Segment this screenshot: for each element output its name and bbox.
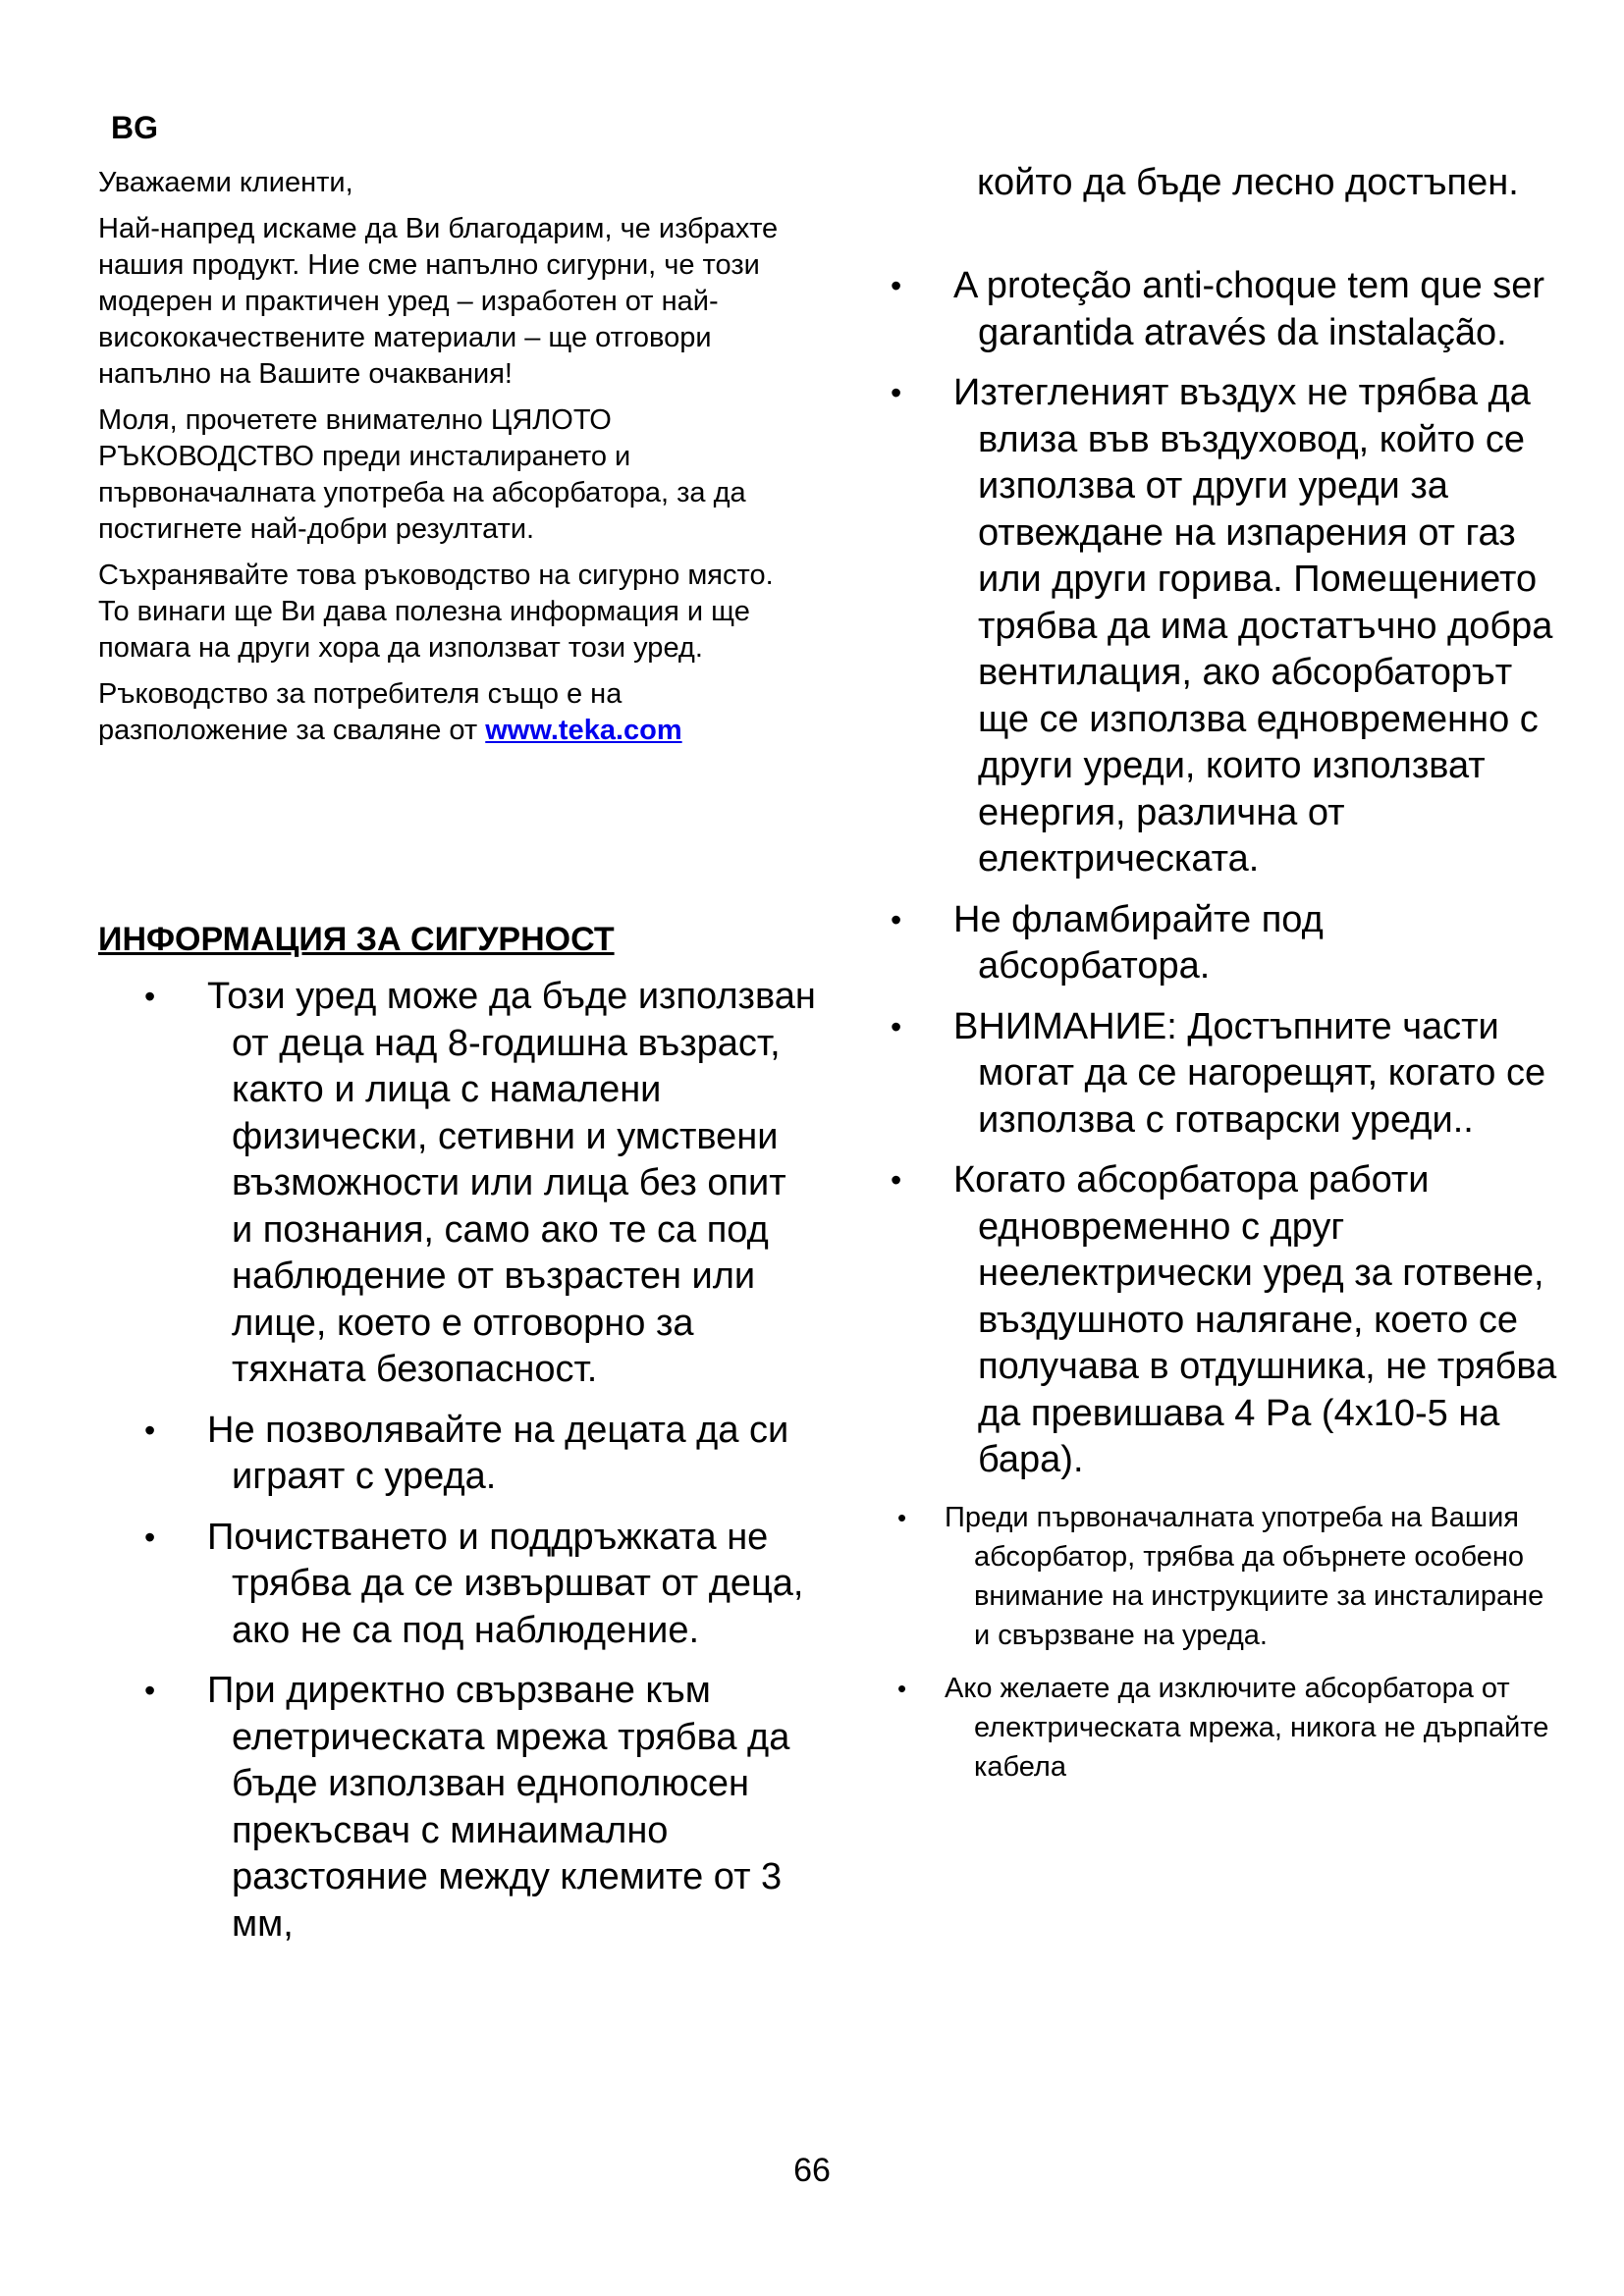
- list-item: • Преди първоначалната употреба на Вашия абсорбатор, трябва да обърнете особено внимание на инструкциите за инсталиране и свързване на уреда.: [915, 1498, 1563, 1655]
- intro-paragraph-4: [98, 676, 805, 749]
- large-bullets: [915, 263, 1563, 1484]
- list-item: • ВНИМАНИЕ: Достъпните части могат да се нагорещят, когато се използва с готварски уреди..: [915, 1004, 1563, 1145]
- list-item: • При директно свързване към елетрическата мрежа трябва да бъде използван еднополюсен прекъсвач с минаимално разстояние между клемите от 3 мм,: [169, 1668, 817, 1948]
- list-item: • Почистването и поддръжката не трябва да се извършват от деца, ако не са под наблюдение.: [169, 1515, 817, 1655]
- intro-section: [98, 165, 805, 759]
- list-item: • Не позволявайте на децата да си играят с уреда.: [169, 1408, 817, 1501]
- list-item: • Когато абсорбатора работи едновременно с друг неелектрически уред за готвене, въздушното налягане, което се получава в отдушника, не трябва да превишава 4 Pa (4x10-5 на бара).: [915, 1157, 1563, 1484]
- teka-website-link[interactable]: www.teka.com: [485, 715, 682, 746]
- continued-text: който да бъде лесно достъпен.: [977, 162, 1519, 203]
- safety-list-right: [915, 263, 1563, 1800]
- download-text: Ръководство за потребителя също е на разположение за сваляне от: [98, 678, 623, 746]
- intro-paragraph-3: Съхранявайте това ръководство на сигурно място. То винаги ще Ви дава полезна информация и ще помага на други хора да използват този уред.: [98, 560, 774, 664]
- list-item: • Изтегленият въздух не трябва да влиза във въздуховод, който се използва от други уреди за отвеждане на изпарения от газ или други горива. Помещението трябва да има достатъчно добра вентилация, ако абсорбаторът ще се използва едновременно с други уреди, които използват енергия, различна от електрическата.: [915, 370, 1563, 883]
- list-item: • Не фламбирайте под абсорбатора.: [915, 897, 1563, 990]
- list-item: • Този уред може да бъде използван от деца над 8-годишна възраст, както и лица с намалени физически, сетивни и умствени възможности или лица без опит и познания, само ако те са под наблюдение от възрастен или лице, което е отговорно за тяхната безопасност.: [169, 974, 817, 1394]
- safety-list-left: [169, 974, 817, 1961]
- greeting: Уважаеми клиенти,: [98, 167, 353, 198]
- intro-paragraph-2: Моля, прочетете внимателно ЦЯЛОТО РЪКОВОДСТВО преди инсталирането и първоначалната употреба на абсорбатора, за да постигнете най-добри резултати.: [98, 404, 746, 545]
- small-bullets: [915, 1498, 1563, 1787]
- list-item: • Ако желаете да изключите абсорбатора от електрическата мрежа, никога не дърпайте кабела: [915, 1669, 1563, 1787]
- page-number: 66: [793, 2152, 831, 2189]
- safety-heading: ИНФОРМАЦИЯ ЗА СИГУРНОСТ: [98, 921, 615, 958]
- list-item: • A proteção anti-choque tem que ser garantida através da instalação.: [915, 263, 1563, 356]
- language-code: BG: [111, 110, 158, 145]
- intro-paragraph-1: Най-напред искаме да Ви благодарим, че избрахте нашия продукт. Ние сме напълно сигурни, че този модерен и практичен уред – изработен от най-висококачествените материали – ще отговори напълно на Вашите очаквания!: [98, 213, 779, 390]
